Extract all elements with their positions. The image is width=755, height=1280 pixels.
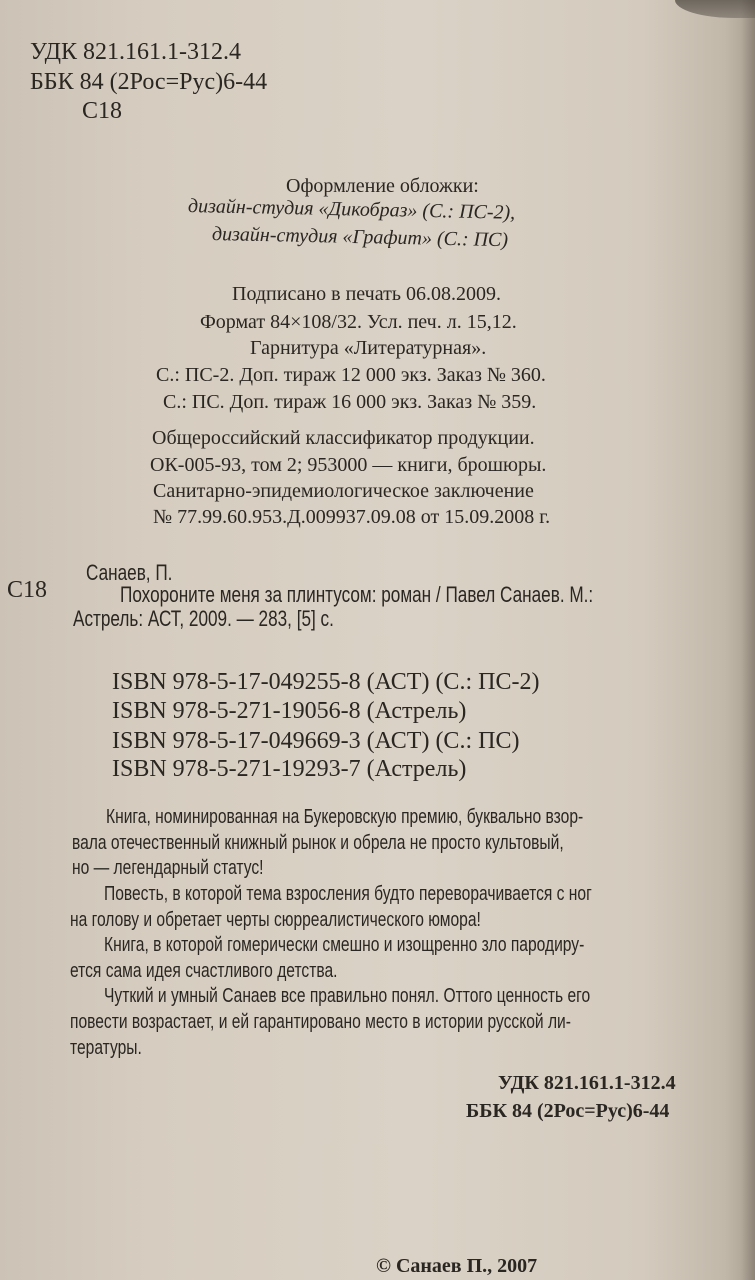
signed-for-print: Подписано в печать 06.08.2009.	[232, 283, 501, 305]
format-info: Формат 84×108/32. Усл. печ. л. 15,12.	[200, 311, 517, 333]
annotation-line: ется сама идея счастливого детства.	[70, 960, 338, 982]
annotation-line: Книга, номинированная на Букеровскую премию, буквально взор-	[106, 806, 584, 828]
annotation-line: Чуткий и умный Санаев все правильно понял. Оттого ценность его	[104, 985, 591, 1007]
footer-bbk: ББК 84 (2Рос=Рус)6-44	[466, 1100, 670, 1122]
isbn-3: ISBN 978-5-17-049669-3 (АСТ) (С.: ПС)	[112, 728, 520, 754]
sanitary-line2: № 77.99.60.953.Д.009937.09.08 от 15.09.2008 г.	[153, 506, 551, 528]
isbn-2: ISBN 978-5-271-19056-8 (Астрель)	[112, 698, 467, 724]
print-run-2: С.: ПС. Доп. тираж 16 000 экз. Заказ № 359.	[163, 391, 537, 413]
print-run-1: С.: ПС-2. Доп. тираж 12 000 экз. Заказ № 360.	[156, 364, 546, 386]
footer-udk: УДК 821.161.1-312.4	[498, 1072, 676, 1094]
copyright: © Санаев П., 2007	[376, 1255, 538, 1277]
udk-code: УДК 821.161.1-312.4	[30, 39, 241, 65]
isbn-4: ISBN 978-5-271-19293-7 (Астрель)	[112, 756, 467, 782]
bbk-code: ББК 84 (2Рос=Рус)6-44	[30, 69, 268, 95]
author-mark: С18	[82, 98, 123, 124]
typeface-info: Гарнитура «Литературная».	[250, 337, 487, 359]
sanitary-line1: Санитарно-эпидемиологическое заключение	[153, 480, 534, 502]
catalog-title-line1: Похороните меня за плинтусом: роман / Павел Санаев. М.:	[120, 582, 594, 607]
classifier-line1: Общероссийский классификатор продукции.	[152, 427, 535, 449]
catalog-code: С18	[7, 577, 48, 603]
isbn-1: ISBN 978-5-17-049255-8 (АСТ) (С.: ПС-2)	[112, 669, 540, 695]
annotation-line: вала отечественный книжный рынок и обрела не просто культовый,	[72, 832, 564, 854]
cover-design-title: Оформление обложки:	[286, 175, 479, 197]
classifier-line2: ОК-005-93, том 2; 953000 — книги, брошюры.	[150, 454, 547, 476]
annotation-line: но — легендарный статус!	[72, 857, 264, 879]
catalog-author: Санаев, П.	[86, 560, 173, 585]
page-edge-shadow	[741, 0, 755, 1280]
catalog-title-line2: Астрель: АСТ, 2009. — 283, [5] с.	[73, 606, 334, 631]
annotation-line: Книга, в которой гомерически смешно и изощренно зло пародиру-	[104, 934, 585, 956]
annotation-line: Повесть, в которой тема взросления будто переворачивается с ног	[104, 883, 592, 905]
cover-design-line1: дизайн-студия «Дикобраз» (С.: ПС-2),	[187, 195, 516, 224]
annotation-line: на голову и обретает черты сюрреалистического юмора!	[70, 909, 481, 931]
annotation-line: тературы.	[70, 1037, 142, 1059]
annotation-line: повести возрастает, и ей гарантировано место в истории русской ли-	[70, 1011, 571, 1033]
cover-design-line2: дизайн-студия «Графит» (С.: ПС)	[211, 223, 509, 252]
